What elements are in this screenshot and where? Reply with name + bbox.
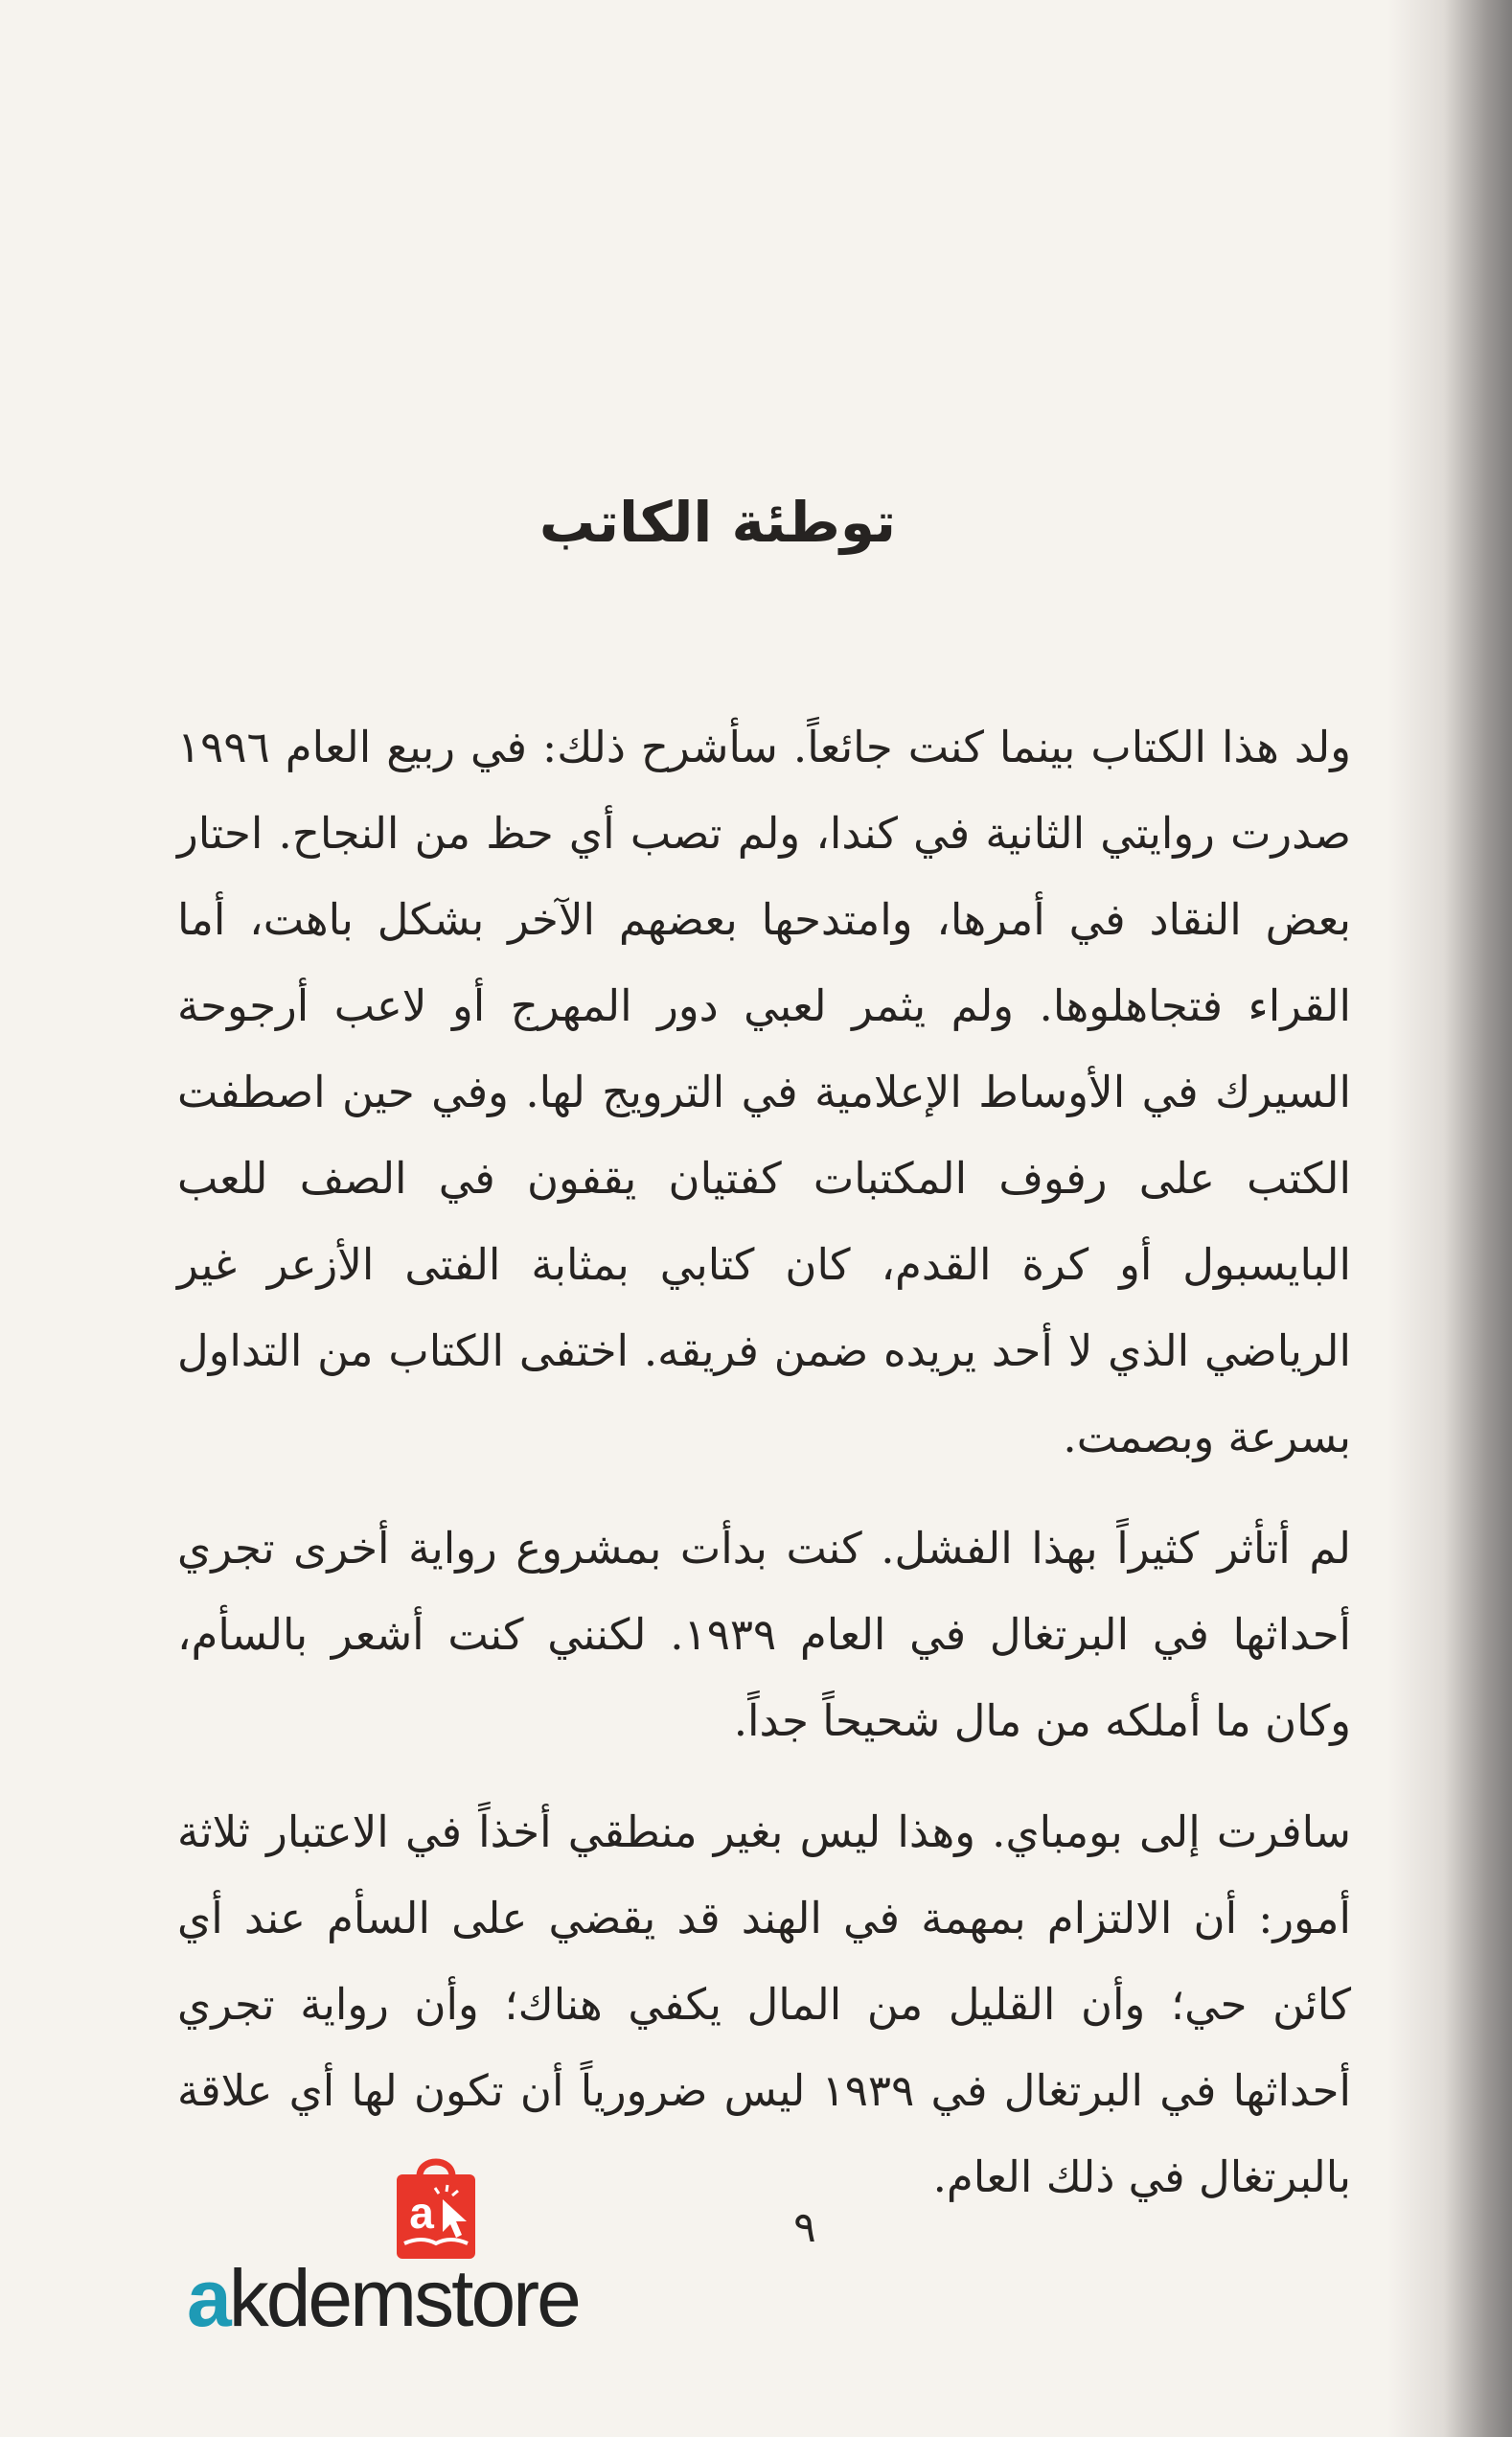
body-text xyxy=(177,704,1351,2245)
paragraph-3: سافرت إلى بومباي. وهذا ليس بغير منطقي أخذاً في الاعتبار ثلاثة أمور: أن الالتزام بمهمة في الهند قد يقضي على السأم عند أي كائن حي؛ وأن القليل من المال يكفي هناك؛ وأن رواية تجري أحداثها في البرتغال في ١٩٣٩ ليس ضرورياً أن تكون لها أي علاقة بالبرتغال في ذلك العام. xyxy=(177,1806,1351,2202)
logo-wordmark-rest: kdemstore xyxy=(228,2253,579,2343)
logo-wordmark xyxy=(187,2255,685,2341)
paragraph-1: ولد هذا الكتاب بينما كنت جائعاً. سأشرح ذلك: في ربيع العام ١٩٩٦ صدرت روايتي الثانية في كندا، ولم تصب أي حظ من النجاح. احتار بعض النقاد في أمرها، وامتدحها بعضهم الآخر بشكل باهت، أما القراء فتجاهلوها. ولم يثمر لعبي دور المهرج أو لاعب أرجوحة السيرك في الأوساط الإعلامية في الترويج لها. وفي حين اصطفت الكتب على رفوف المكتبات كفتيان يقفون في الصف للعب البايسبول أو كرة القدم، كان كتابي بمثابة الفتى الأزعر غير الرياضي الذي لا أحد يريده ضمن فريقه. اختفى الكتاب من التداول بسرعة وبصمت. xyxy=(177,722,1351,1462)
paragraph-2: لم أتأثر كثيراً بهذا الفشل. كنت بدأت بمشروع رواية أخرى تجري أحداثها في البرتغال في العام ١٩٣٩. لكنني كنت أشعر بالسأم، وكان ما أملكه من مال شحيحاً جداً. xyxy=(177,1523,1352,1746)
store-logo xyxy=(187,2151,685,2343)
chapter-title: توطئة الكاتب xyxy=(538,490,897,555)
shopping-bag-book-icon xyxy=(383,2151,489,2266)
logo-wordmark-accent: a xyxy=(187,2253,229,2343)
logo-letter: a xyxy=(409,2188,434,2238)
page-number: ٩ xyxy=(793,2203,816,2252)
